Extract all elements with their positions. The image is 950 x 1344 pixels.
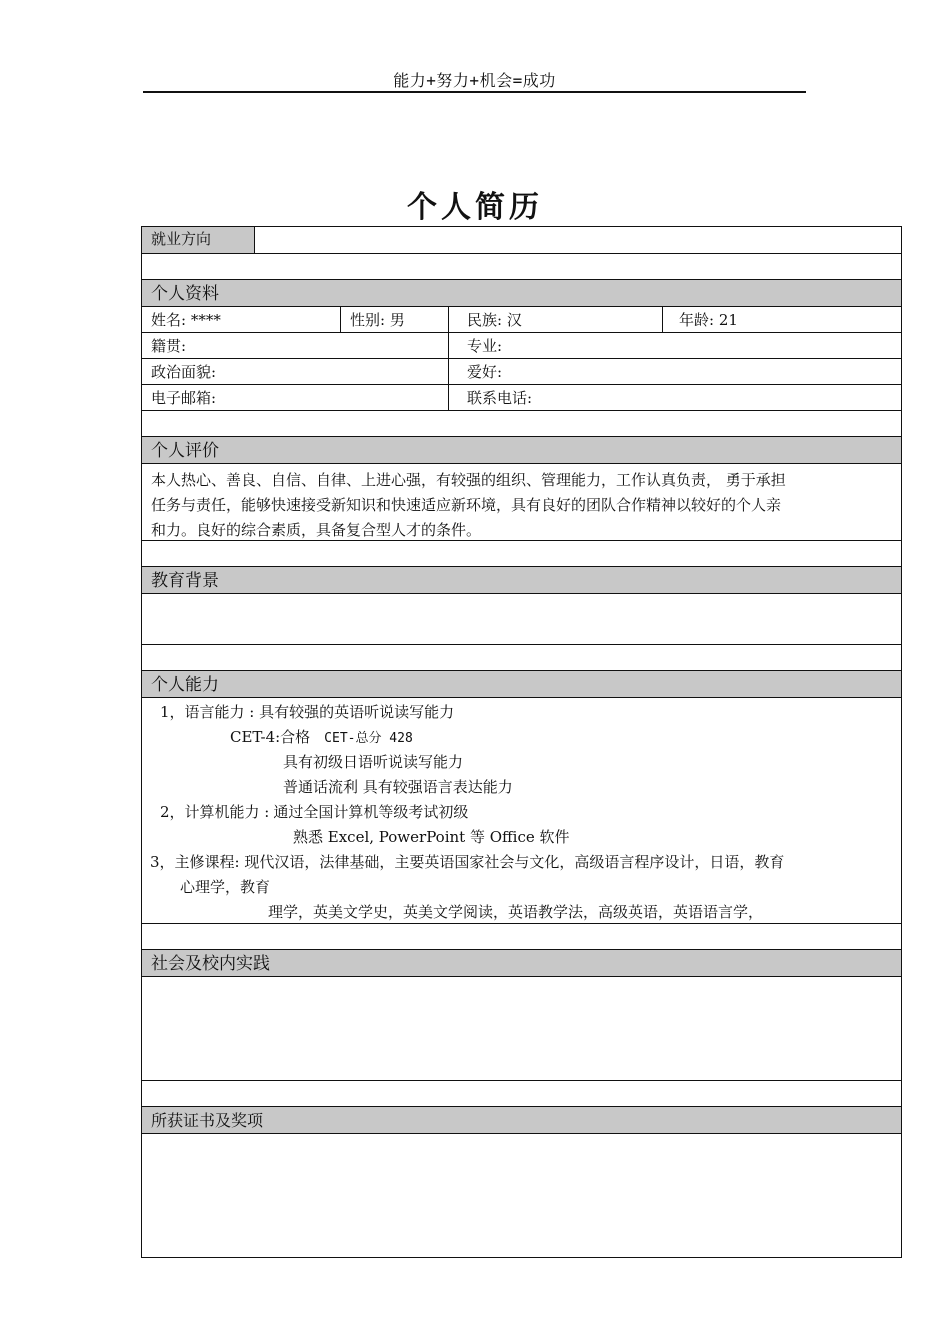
courses-line-3: 理学，英美文学史，英美文学阅读，英语教学法，高级英语，英语语言学， — [268, 903, 764, 921]
practice-heading: 社会及校内实践 — [142, 950, 901, 976]
cet4-score: CET-总分 428 — [324, 731, 413, 746]
major-field: 专业: — [448, 333, 901, 358]
hobby-field: 爱好: — [448, 359, 901, 384]
cet4-result: CET-4:合格 — [230, 728, 311, 746]
language-ability-label: 1，语言能力 : — [160, 703, 260, 721]
header-motto: 能力+努力+机会=成功 — [393, 71, 556, 90]
computer-ability-line — [160, 803, 468, 821]
computer-ability-label: 2，计算机能力 : — [160, 803, 270, 821]
hometown-field: 籍贯: — [151, 337, 187, 355]
education-header-row — [142, 566, 901, 593]
job-direction-value[interactable] — [254, 227, 901, 253]
header-rule — [143, 91, 806, 93]
resume-title: 个人简历 — [407, 190, 543, 225]
evaluation-heading: 个人评价 — [142, 437, 901, 463]
personal-info-heading: 个人资料 — [142, 280, 901, 306]
abilities-content — [142, 698, 901, 923]
personal-info-row-4 — [142, 384, 901, 410]
computer-ability-text: 通过全国计算机等级考试初级 — [273, 803, 469, 821]
ethnicity-field: 民族: 汉 — [448, 307, 662, 332]
language-ability-line — [160, 703, 454, 721]
spacer-row — [142, 923, 901, 949]
cet4-line — [230, 728, 413, 748]
evaluation-line-1: 本人热心、善良、自信、自律、上进心强，有较强的组织、管理能力，工作认真负责， 勇于承担 — [151, 471, 786, 489]
evaluation-line-2: 任务与责任，能够快速接受新知识和快速适应新环境，具有良好的团队合作精神以较好的个人亲 — [151, 496, 782, 514]
spacer-row — [142, 644, 901, 670]
courses-line-1: 3，主修课程: 现代汉语，法律基础，主要英语国家社会与文化，高级语言程序设计，日语，教育 — [150, 853, 785, 871]
personal-info-row-2 — [142, 332, 901, 358]
education-heading: 教育背景 — [142, 567, 901, 593]
awards-header-row — [142, 1106, 901, 1133]
mandarin-ability-line: 普通话流利 具有较强语言表达能力 — [283, 778, 513, 796]
spacer-row — [142, 540, 901, 566]
office-skill-line: 熟悉 Excel, PowerPoint 等 Office 软件 — [293, 828, 570, 846]
political-field: 政治面貌: — [151, 363, 217, 381]
language-ability-text: 具有较强的英语听说读写能力 — [259, 703, 455, 721]
practice-content — [142, 977, 901, 1080]
abilities-header-row — [142, 670, 901, 697]
practice-body-row — [142, 976, 901, 1080]
phone-field: 联系电话: — [448, 385, 901, 410]
name-field: 姓名: **** — [151, 311, 221, 329]
spacer-row — [142, 1080, 901, 1106]
japanese-ability-line: 具有初级日语听说读写能力 — [283, 753, 464, 771]
gender-field: 性别: 男 — [340, 307, 448, 332]
abilities-heading: 个人能力 — [142, 671, 901, 697]
courses-line-2: 心理学，教育 — [180, 878, 271, 896]
education-content — [142, 594, 901, 644]
spacer-row — [142, 410, 901, 436]
practice-header-row — [142, 949, 901, 976]
job-direction-row — [142, 227, 901, 253]
awards-body-row — [142, 1133, 901, 1257]
personal-info-row-1 — [142, 306, 901, 332]
job-direction-label: 就业方向 — [142, 227, 254, 253]
spacer-row — [142, 253, 901, 279]
education-body-row — [142, 593, 901, 644]
abilities-body-row — [142, 697, 901, 923]
evaluation-line-3: 和力。良好的综合素质，具备复合型人才的条件。 — [151, 521, 482, 539]
personal-info-row-3 — [142, 358, 901, 384]
evaluation-text — [142, 464, 901, 540]
age-field: 年龄: 21 — [662, 307, 901, 332]
awards-content — [142, 1134, 901, 1257]
email-field: 电子邮箱: — [151, 389, 217, 407]
awards-heading: 所获证书及奖项 — [142, 1107, 901, 1133]
personal-info-header-row — [142, 279, 901, 306]
evaluation-body-row — [142, 463, 901, 540]
evaluation-header-row — [142, 436, 901, 463]
resume-table — [141, 226, 902, 1258]
